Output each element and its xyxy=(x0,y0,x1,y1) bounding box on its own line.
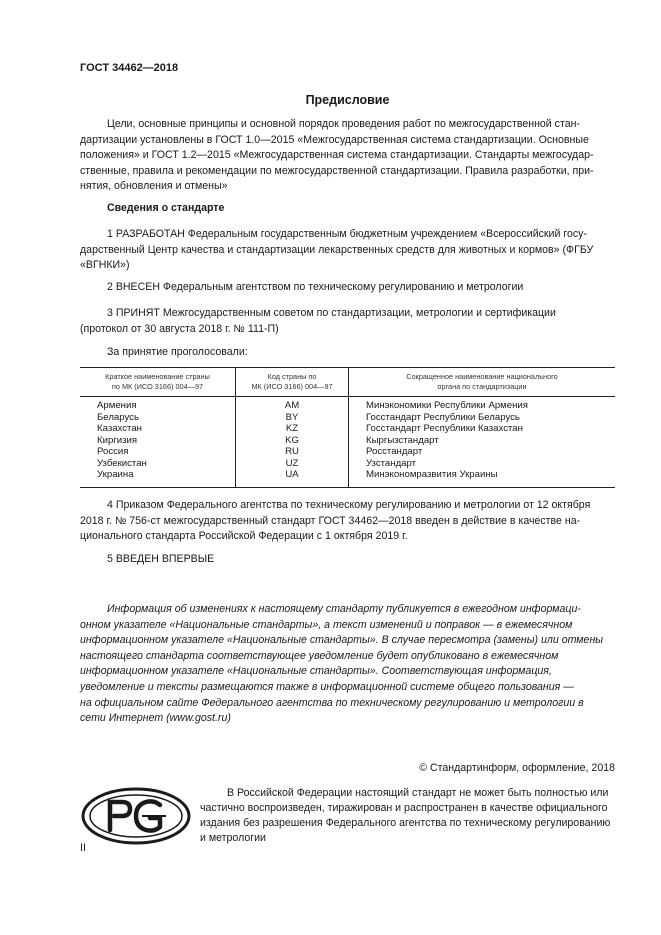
country-cell: Россия xyxy=(97,446,129,457)
item-1-line-1: 1 РАЗРАБОТАН Федеральным государственным бюджетным учреждением «Всероссийский госу- xyxy=(107,228,587,240)
item-1-paragraph xyxy=(80,227,615,274)
item-4-line-1: 4 Приказом Федерального агентства по техническому регулированию и метрологии от 12 октября xyxy=(107,499,591,511)
item-3-line xyxy=(80,306,615,322)
code-cell: RU xyxy=(236,446,349,458)
legal-line-2: частично воспроизведен, тиражирован и распространен в качестве официального xyxy=(200,802,608,814)
intro-line-3: положения» и ГОСТ 1.2—2015 «Межгосударственная система стандартизации. Стандарты межгосудар- xyxy=(80,149,594,162)
info-line-7: на официальном сайте Федерального агентства по техническому регулированию и метрологии в xyxy=(80,696,584,709)
code-cell: UZ xyxy=(236,458,349,470)
voting-table xyxy=(80,367,615,488)
body-cell: Росстандарт xyxy=(366,446,423,457)
info-line-3: информационном указателе «Национальные стандарты». В случае пересмотра (замены) или отмены xyxy=(80,634,604,647)
section-heading: Сведения о стандарте xyxy=(107,202,225,214)
header-body-line-1: Сокращенное наименование национального xyxy=(406,372,558,381)
table-row xyxy=(80,446,615,458)
info-line-8: сети Интернет (www.gost.ru) xyxy=(80,712,231,725)
item-4-line-2: 2018 г. № 756-ст межгосударственный стандарт ГОСТ 34462—2018 введен в действие в качестве на- xyxy=(80,514,581,527)
header-code-line-2: МК (ИСО 3166) 004—97 xyxy=(251,382,333,391)
header-code xyxy=(236,368,349,397)
rst-logo xyxy=(80,786,192,846)
header-country-line-1: Краткое наименование страны xyxy=(105,372,210,381)
intro-line xyxy=(80,117,615,133)
body-cell: Минэкономразвития Украины xyxy=(349,469,616,487)
header-body xyxy=(349,368,616,397)
header-country-line-2: по МК (ИСО 3166) 004—97 xyxy=(111,382,204,391)
body-cell: Госстандарт Республики Казахстан xyxy=(366,423,523,434)
item-1-line-2: дарственный Центр качества и стандартизации лекарственных средств для животных и кормов» (ФГБУ xyxy=(80,243,594,256)
country-cell: Узбекистан xyxy=(97,457,147,469)
rst-logo-icon xyxy=(80,786,192,846)
legal-line-3: издания без разрешения Федерального агентства по техническому регулированию xyxy=(200,817,611,829)
table-row xyxy=(80,412,615,424)
info-line-5: информационном указателе «Национальные стандарты». Соответствующая информация, xyxy=(80,665,552,678)
info-line xyxy=(80,602,615,618)
table-row xyxy=(80,435,615,447)
country-cell: Киргизия xyxy=(97,434,138,446)
intro-line-1: Цели, основные принципы и основной порядок проведения работ по межгосударственной стан- xyxy=(107,118,580,130)
intro-line-2: дартизации установлены в ГОСТ 1.0—2015 «Межгосударственная система стандартизации. Основные xyxy=(80,133,589,146)
code-cell: KZ xyxy=(236,423,349,435)
info-line-6: уведомление и тексты размещаются также в информационной системе общего пользования — xyxy=(80,680,574,693)
code-cell: UA xyxy=(236,469,349,487)
table-row xyxy=(80,458,615,470)
page-title: Предисловие xyxy=(305,93,390,107)
info-line-4: настоящего стандарта соответствующее уведомление будет опубликовано в ежемесячном xyxy=(80,649,559,662)
item-4-paragraph xyxy=(80,498,615,545)
header-code-line-1: Код страны по xyxy=(267,372,317,381)
header-body-line-2: органа по стандартизации xyxy=(437,382,527,391)
intro-line-4: ственные, правила и рекомендации по межгосударственной стандартизации. Правила разработки, при- xyxy=(80,164,594,177)
table-row xyxy=(80,423,615,435)
legal-notice xyxy=(200,786,615,846)
body-cell: Госстандарт Республики Беларусь xyxy=(366,411,520,423)
table-row xyxy=(80,397,615,412)
table-header-row xyxy=(80,368,615,397)
code-cell: KG xyxy=(236,435,349,447)
info-line-2: онном указателе «Национальные стандарты», а текст изменений и поправок — в ежемесячном xyxy=(80,618,573,631)
country-cell: Украина xyxy=(80,469,236,487)
code-cell: AM xyxy=(236,397,349,412)
body-cell: Кыргызстандарт xyxy=(366,434,439,446)
legal-line-1: В Российской Федерации настоящий стандарт не может быть полностью или xyxy=(227,787,609,799)
page-number: II xyxy=(80,842,86,854)
legal-line xyxy=(200,786,615,801)
header-country xyxy=(80,368,236,397)
item-2-paragraph: 2 ВНЕСЕН Федеральным агентством по техническому регулированию и метрологии xyxy=(107,281,524,293)
item-3-paragraph xyxy=(80,306,615,337)
country-cell: Армения xyxy=(97,400,137,411)
item-1-line-3: «ВГНКИ») xyxy=(80,259,130,272)
item-4-line xyxy=(80,498,615,514)
item-4-line-3: ционального стандарта Российской Федерации с 1 октября 2019 г. xyxy=(80,530,408,543)
country-cell: Казахстан xyxy=(97,423,142,434)
table-row xyxy=(80,469,615,487)
info-line-1: Информация об изменениях к настоящему стандарту публикуется в ежегодном информаци- xyxy=(107,603,581,615)
vote-label: За принятие проголосовали: xyxy=(107,346,248,358)
intro-line-5: нятия, обновления и отмены» xyxy=(80,180,228,193)
item-1-line xyxy=(80,227,615,243)
info-notice xyxy=(80,602,615,727)
item-5-paragraph: 5 ВВЕДЕН ВПЕРВЫЕ xyxy=(107,553,215,565)
body-cell: Узстандарт xyxy=(366,457,417,469)
intro-paragraph xyxy=(80,117,615,195)
body-cell: Минэкономики Республики Армения xyxy=(366,400,528,411)
code-cell: BY xyxy=(236,412,349,424)
country-cell: Беларусь xyxy=(97,411,139,423)
legal-line-4: и метрологии xyxy=(200,832,266,844)
item-3-line-1: 3 ПРИНЯТ Межгосударственным советом по стандартизации, метрологии и сертификации xyxy=(107,307,556,319)
document-header-id: ГОСТ 34462—2018 xyxy=(80,62,179,74)
copyright-notice: © Стандартинформ, оформление, 2018 xyxy=(419,762,615,774)
item-3-line-2: (протокол от 30 августа 2018 г. № 111-П) xyxy=(80,322,279,335)
